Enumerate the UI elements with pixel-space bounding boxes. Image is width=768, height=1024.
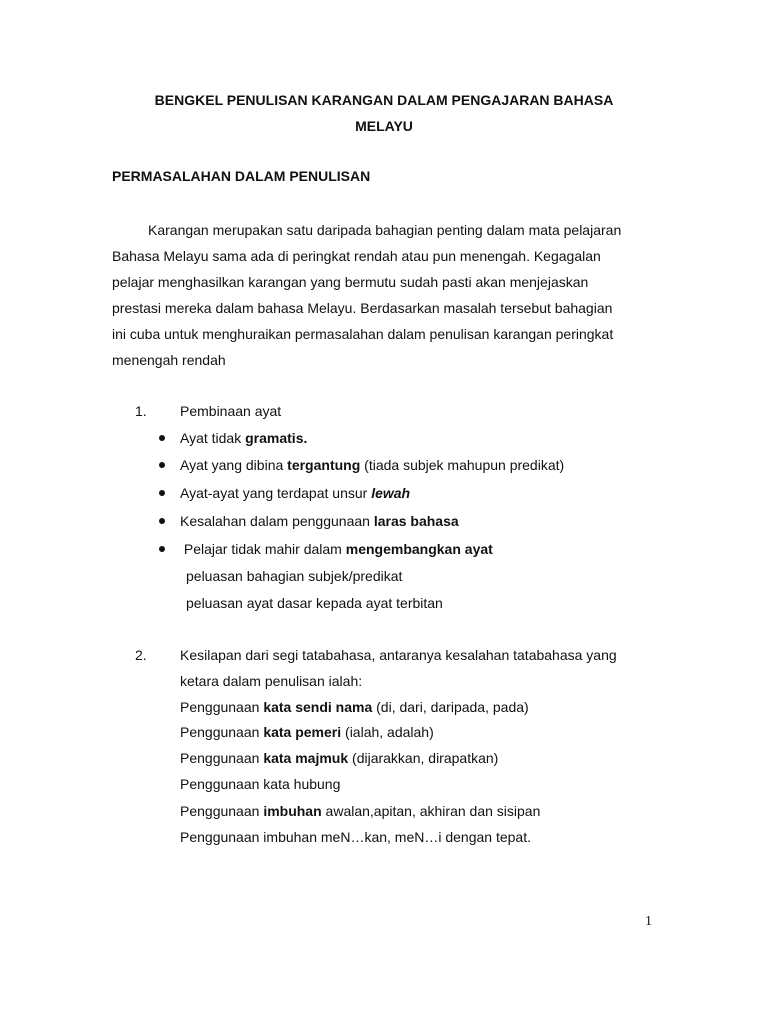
item-text: Kesilapan dari segi tatabahasa, antaranya kesalahan tatabahasa yang <box>180 647 617 663</box>
title-line-2: MELAYU <box>355 118 413 134</box>
item-emphasis: kata majmuk <box>263 750 349 766</box>
bullet-text: Ayat yang dibina <box>180 457 288 473</box>
item-line <box>180 775 340 793</box>
item-text: Penggunaan imbuhan meN…kan, meN…i dengan tepat. <box>180 829 531 845</box>
paragraph-line: pelajar menghasilkan karangan yang bermutu sudah pasti akan menjejaskan <box>112 274 589 290</box>
paragraph-line: prestasi mereka dalam bahasa Melayu. Berdasarkan masalah tersebut bahagian <box>112 300 613 316</box>
bullet-icon <box>159 462 165 468</box>
bullet-emphasis: gramatis. <box>245 430 308 446</box>
item-text: Penggunaan <box>180 803 264 819</box>
item-text-after: (dijarakkan, dirapatkan) <box>348 750 499 766</box>
bullet-icon <box>159 435 165 441</box>
bullet-emphasis: lewah <box>371 485 411 501</box>
item-emphasis: imbuhan <box>263 803 322 819</box>
bullet-item <box>180 484 410 502</box>
bullet-text: Kesalahan dalam penggunaan <box>180 513 374 529</box>
bullet-text-after: (tiada subjek mahupun predikat) <box>360 457 565 473</box>
item-text-after: awalan,apitan, akhiran dan sisipan <box>321 803 541 819</box>
item-text: Penggunaan kata hubung <box>180 776 341 792</box>
item-emphasis: kata sendi nama <box>263 699 373 715</box>
bullet-item <box>180 540 493 558</box>
item-line <box>180 672 362 690</box>
bullet-text: Ayat-ayat yang terdapat unsur <box>180 485 372 501</box>
item-text: ketara dalam penulisan ialah: <box>180 673 363 689</box>
bullet-icon <box>159 518 165 524</box>
section-heading: PERMASALAHAN DALAM PENULISAN <box>112 168 371 184</box>
title-line-1: BENGKEL PENULISAN KARANGAN DALAM PENGAJARAN BAHASA <box>154 92 614 108</box>
bullet-icon <box>159 490 165 496</box>
item-line <box>180 723 434 741</box>
item-text: Penggunaan <box>180 724 264 740</box>
bullet-emphasis: tergantung <box>287 457 361 473</box>
item-text-after: (ialah, adalah) <box>341 724 434 740</box>
bullet-emphasis: laras bahasa <box>373 513 459 529</box>
item-line <box>180 698 529 716</box>
bullet-text: Ayat tidak <box>180 430 246 446</box>
bullet-text: Pelajar tidak mahir dalam <box>180 541 346 557</box>
paragraph-line: Bahasa Melayu sama ada di peringkat rendah atau pun menengah. Kegagalan <box>112 248 601 264</box>
sub-line: peluasan ayat dasar kepada ayat terbitan <box>186 595 443 611</box>
bullet-item <box>180 429 307 447</box>
paragraph-line: ini cuba untuk menghuraikan permasalahan dalam penulisan karangan peringkat <box>112 326 614 342</box>
list-number: 1. <box>135 403 147 419</box>
bullet-item <box>180 456 564 474</box>
item-emphasis: kata pemeri <box>263 724 342 740</box>
bullet-icon <box>159 546 165 552</box>
item-text: Penggunaan <box>180 750 264 766</box>
page-number: 1 <box>645 914 652 929</box>
sub-line: peluasan bahagian subjek/predikat <box>186 568 403 584</box>
paragraph-line: Karangan merupakan satu daripada bahagian penting dalam mata pelajaran <box>148 222 622 238</box>
item-line <box>180 646 617 664</box>
paragraph-line: menengah rendah <box>112 352 226 368</box>
item-line <box>180 828 531 846</box>
item-text: Penggunaan <box>180 699 264 715</box>
list-number: 2. <box>135 647 147 663</box>
item-line <box>180 802 540 820</box>
item-line <box>180 749 498 767</box>
bullet-emphasis: mengembangkan ayat <box>345 541 493 557</box>
list-heading: Pembinaan ayat <box>180 403 282 419</box>
bullet-item <box>180 512 459 530</box>
item-text-after: (di, dari, daripada, pada) <box>372 699 529 715</box>
